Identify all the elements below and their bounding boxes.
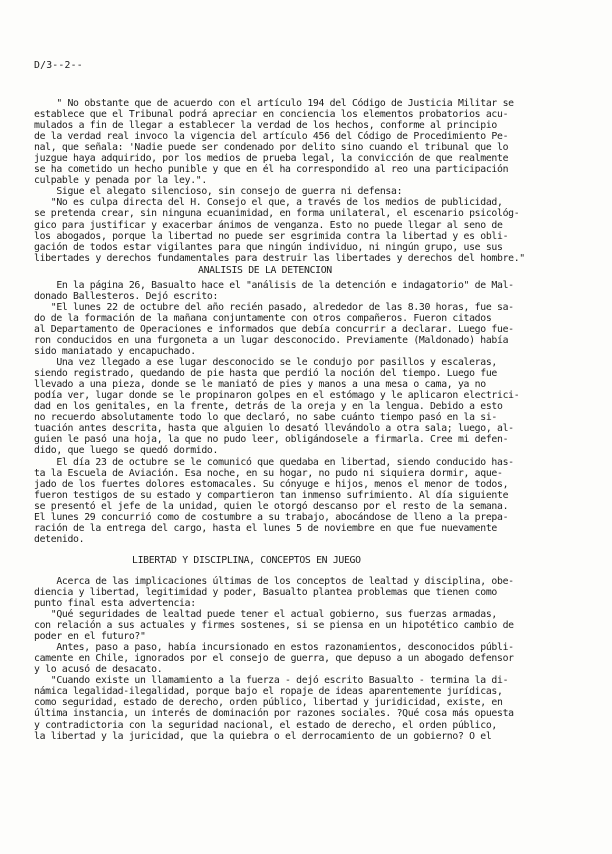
text-line: punto final esta advertencia: (34, 598, 196, 610)
section-heading-libertad: LIBERTAD Y DISCIPLINA, CONCEPTOS EN JUEGO (132, 554, 361, 566)
text-line: dido, que luego se quedó dormido. (34, 445, 219, 457)
text-line: la libertad y la juricidad, que la quiebra o el derrocamiento de un gobierno? O el (34, 730, 492, 742)
text-line: Una vez llegado a ese lugar desconocido se le condujo por pasillos y escaleras, (34, 357, 497, 369)
text-line: se pretenda crear, sin ninguna ecuanimidad, en forma unilateral, el escenario psicológ- (34, 208, 520, 220)
text-line: como seguridad, estado de derecho, orden público, libertad y juridicidad, existe, en (34, 697, 503, 709)
document-body (34, 98, 582, 742)
text-line: El lunes 29 concurrió como de costumbre a su trabajo, abocándose de lleno a la prepa- (34, 511, 509, 523)
text-line: sido maniatado y encapuchado. (34, 346, 196, 358)
text-line: guien le pasó una hoja, la que no pudo leer, obligándosele a firmarla. Cree mi defen- (34, 434, 509, 446)
text-line: de la verdad real invoco la vigencia del artículo 456 del Código de Procedimiento Pe- (34, 131, 509, 143)
text-line: Sigue el alegato silencioso, sin consejo de guerra ni defensa: (34, 186, 403, 198)
text-line: establece que el Tribunal podrá apreciar en conciencia los elementos probatorios acu- (34, 109, 509, 121)
text-line: podía ver, lugar donde se le propinaron golpes en el estómago y le aplicaron electrici- (34, 390, 520, 402)
text-line: libertades y derechos fundamentales para destruir las libertades y derechos del hombre." (34, 252, 525, 264)
text-line: En la página 26, Basualto hace el "análisis de la detención e indagatorio" de Mal- (34, 279, 514, 291)
text-line: Acerca de las implicaciones últimas de los conceptos de lealtad y disciplina, obe- (34, 575, 514, 587)
text-line: los abogados, porque la libertad no puede ser esgrimida contra la libertad y es obli- (34, 230, 509, 242)
text-line: no recuerdo absolutamente todo lo que declaró, no sabe cuánto tiempo pasó en la si- (34, 412, 497, 424)
page-reference: D/3--2-- (34, 60, 83, 71)
text-line: gación de todos estar vigilantes para que ningún individuo, ni ningún grupo, use sus (34, 241, 503, 253)
text-line: jado de los fuertes dolores estomacales. Su cónyuge e hijos, menos el menor de todos, (34, 478, 509, 490)
text-line: ron conducidos en una furgoneta a un lugar desconocido. Previamente (Maldonado) había (34, 334, 509, 346)
text-line: El día 23 de octubre se le comunicó que quedaba en libertad, siendo conducido has- (34, 456, 514, 468)
text-line: al Departamento de Operaciones e informados que debía concurrir a declarar. Luego fue- (34, 323, 514, 335)
text-line: detenido. (34, 533, 85, 545)
text-line: poder en el futuro?" (34, 631, 146, 643)
text-line: última instancia, un interés de dominación por razones sociales. ?Qué cosa más opuesta (34, 708, 514, 720)
text-line: siendo registrado, quedando de pie hasta que perdió la noción del tiempo. Luego fue (34, 368, 497, 380)
text-line: mulados a fin de llegar a establecer la verdad de los hechos, conforme al principio (34, 120, 497, 132)
text-line: culpable y penada por la ley.". (34, 175, 207, 187)
text-line: nal, que señala: 'Nadie puede ser condenado por delito sino cuando el tribunal que lo (34, 142, 509, 154)
text-line: dad en los genitales, en la frente, detrás de la oreja y en la lengua. Debido a esto (34, 401, 503, 413)
text-line: "El lunes 22 de octubre del año recién pasado, alrededor de las 8.30 horas, fue sa- (34, 301, 514, 313)
text-line: diencia y libertad, legitimidad y poder, Basualto plantea problemas que tienen como (34, 586, 497, 598)
text-line: "No es culpa directa del H. Consejo el que, a través de los medios de publicidad, (34, 197, 503, 209)
text-line: se ha cometido un hecho punible y que en él ha correspondido al reo una participación (34, 164, 509, 176)
text-line: námica legalidad-ilegalidad, porque bajo el ropaje de ideas aparentemente jurídicas, (34, 686, 503, 698)
text-line: ración de la entrega del cargo, hasta el lunes 5 de noviembre en que fue nuevamente (34, 522, 497, 534)
text-line: camente en Chile, ignorados por el consejo de guerra, que depuso a un abogado defensor (34, 653, 514, 665)
text-line: tuación antes descrita, hasta que alguien lo desató llevándolo a otra sala; luego, al- (34, 423, 514, 435)
text-line: " No obstante que de acuerdo con el artículo 194 del Código de Justicia Militar se (34, 98, 514, 109)
liberty-discipline-section (34, 576, 582, 742)
text-line: se presentó el jefe de la unidad, quien le otorgó descanso por el resto de la semana. (34, 500, 509, 512)
text-line: y contradictoria con la seguridad nacional, el estado de derecho, el orden público, (34, 719, 497, 731)
text-line: donado Ballesteros. Dejó escrito: (34, 290, 219, 302)
text-line: y lo acusó de desacato. (34, 664, 163, 676)
text-line: "Cuando existe un llamamiento a la fuerza - dejó escrito Basualto - termina la di- (34, 675, 509, 687)
text-line: Antes, paso a paso, había incursionado en estos razonamientos, desconocidos públi- (34, 642, 514, 654)
text-line: gico para justificar y exacerbar ánimos de venganza. Esto no puede llegar al seno de (34, 219, 503, 231)
text-line: ta la Escuela de Aviación. Esa noche, en su hogar, no pudo ni siquiera dormir, aque- (34, 467, 503, 479)
detention-analysis-section (34, 280, 582, 545)
opening-quote-section (34, 98, 582, 264)
text-line: llevado a una pieza, donde se le maniató de pies y manos a una mesa o cama, ya no (34, 379, 486, 391)
text-line: juzgue haya adquirido, por los medios de prueba legal, la convicción de que realmente (34, 153, 509, 165)
text-line: do de la formación de la mañana conjuntamente con otros compañeros. Fueron citados (34, 312, 492, 324)
text-line: con relación a sus actuales y firmes sostenes, si se piensa en un hipotético cambio de (34, 620, 514, 632)
section-heading-analisis: ANALISIS DE LA DETENCION (198, 264, 332, 276)
text-line: "Qué seguridades de lealtad puede tener el actual gobierno, sus fuerzas armadas, (34, 609, 497, 621)
text-line: fueron testigos de su estado y compartieron tan inmenso sufrimiento. Al día siguiente (34, 489, 509, 501)
